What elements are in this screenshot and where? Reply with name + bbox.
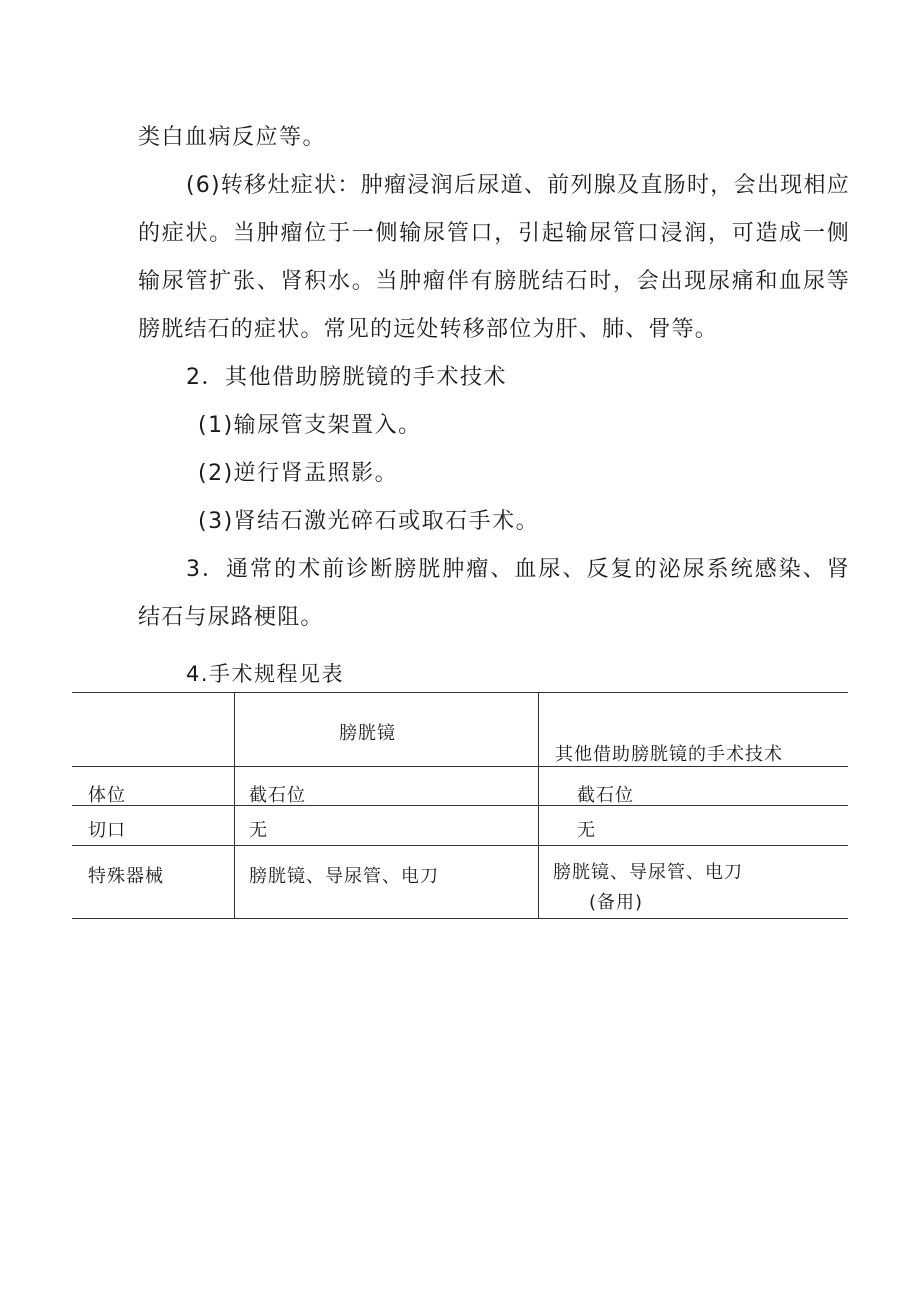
- cell-position-cystoscope: 截石位: [249, 785, 306, 806]
- table-row: [72, 767, 848, 806]
- paragraph-metastasis-symptoms: (6)转移灶症状：肿瘤浸润后尿道、前列腺及直肠时，会出现相应的症状。当肿瘤位于一侧输尿管口，引起输尿管口浸润，可造成一侧输尿管扩张、肾积水。当肿瘤伴有膀胱结石时，会出现尿痛和血尿等膀胱结石的症状。常见的远处转移部位为肝、肺、骨等。: [138, 173, 850, 342]
- section-heading-4: 4.手术规程见表: [186, 662, 345, 686]
- row-label-incision: 切口: [88, 820, 126, 841]
- row-label-special-instruments: 特殊器械: [88, 866, 164, 887]
- procedure-table: [72, 692, 848, 918]
- cell-instruments-cystoscope: 膀胱镜、导尿管、电刀: [249, 866, 439, 887]
- cell-instruments-other: 膀胱镜、导尿管、电刀: [553, 862, 743, 883]
- section-heading-2: 2．其他借助膀胱镜的手术技术: [186, 365, 507, 390]
- cell-instruments-other-note: (备用): [589, 892, 644, 913]
- paragraph-continuation: 类白血病反应等。: [138, 125, 327, 150]
- table-header-row: [72, 693, 848, 767]
- cell-incision-cystoscope: 无: [249, 820, 268, 841]
- cell-position-other: 截石位: [577, 785, 634, 806]
- list-item-3: (3)肾结石激光碎石或取石手术。: [198, 509, 540, 534]
- section-heading-3: 3．通常的术前诊断膀胱肿瘤、血尿、反复的泌尿系统感染、肾结石与尿路梗阻。: [138, 557, 850, 630]
- table-header-cystoscope: 膀胱镜: [339, 723, 396, 744]
- cell-incision-other: 无: [577, 820, 596, 841]
- table-row: [72, 806, 848, 846]
- row-label-position: 体位: [88, 785, 126, 806]
- list-item-2: (2)逆行肾盂照影。: [198, 461, 399, 486]
- table-row: [72, 846, 848, 919]
- table-header-other-techniques: 其他借助膀胱镜的手术技术: [555, 744, 783, 765]
- list-item-1: (1)输尿管支架置入。: [198, 413, 422, 438]
